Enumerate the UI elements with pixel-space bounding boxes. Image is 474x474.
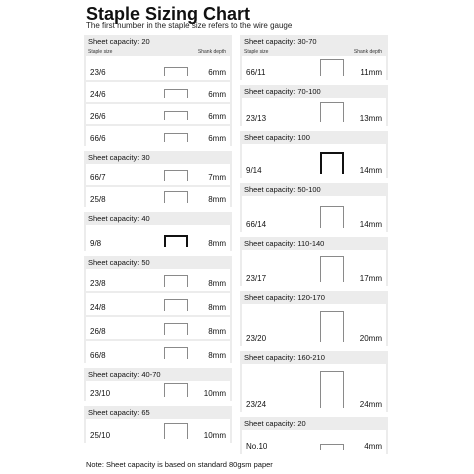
staple-row	[86, 293, 230, 315]
sheet-capacity-label: Sheet capacity: 50-100	[244, 185, 321, 194]
shank-depth: 8mm	[208, 327, 226, 336]
staple-icon	[164, 299, 188, 311]
sheet-capacity-label: Sheet capacity: 65	[88, 408, 150, 417]
page-title: Staple Sizing Chart	[86, 4, 251, 24]
shank-depth: 14mm	[359, 166, 382, 175]
shank-depth: 6mm	[208, 90, 226, 99]
staple-row	[242, 364, 386, 412]
staple-size: 23/24	[246, 400, 267, 409]
left-column	[84, 32, 232, 445]
capacity-group	[84, 365, 232, 401]
staple-size: 66/7	[90, 173, 106, 182]
staple-size: 9/8	[90, 239, 102, 248]
staple-icon	[164, 133, 188, 142]
shank-depth: 8mm	[208, 279, 226, 288]
staple-row	[86, 164, 230, 185]
staple-row	[86, 82, 230, 102]
staple-size: 24/8	[90, 303, 106, 312]
staple-row	[86, 104, 230, 124]
staple-size: 66/6	[90, 134, 106, 143]
staple-row	[242, 56, 386, 80]
staple-icon	[164, 111, 188, 120]
staple-size: 66/14	[246, 220, 267, 229]
staple-icon	[164, 323, 188, 335]
shank-depth: 14mm	[359, 220, 382, 229]
sheet-capacity-label: Sheet capacity: 110-140	[244, 239, 325, 248]
sheet-capacity-label: Sheet capacity: 30-70	[244, 37, 317, 46]
staple-icon	[320, 444, 344, 450]
staple-size: 23/20	[246, 334, 267, 343]
staple-row	[86, 381, 230, 401]
staple-row	[86, 419, 230, 443]
sheet-capacity-label: Sheet capacity: 20	[244, 419, 306, 428]
capacity-group	[240, 180, 388, 232]
capacity-group	[240, 128, 388, 178]
shank-depth: 17mm	[359, 274, 382, 283]
staple-row	[86, 56, 230, 80]
shank-depth: 20mm	[359, 334, 382, 343]
staple-size: 9/14	[246, 166, 262, 175]
staple-size: 24/6	[90, 90, 106, 99]
staple-size: 66/8	[90, 351, 106, 360]
staple-size: 66/11	[246, 68, 266, 77]
shank-depth: 4mm	[364, 442, 382, 451]
shank-depth: 6mm	[208, 68, 226, 77]
shank-depth: 8mm	[208, 195, 226, 204]
staple-size: 23/10	[90, 389, 111, 398]
capacity-group	[240, 288, 388, 346]
shank-depth: 10mm	[203, 431, 226, 440]
staple-icon	[164, 347, 188, 359]
footnote: Note: Sheet capacity is based on standard 80gsm paper	[86, 460, 273, 469]
staple-icon	[320, 152, 344, 174]
capacity-group	[240, 82, 388, 126]
staple-icon	[164, 67, 188, 76]
staple-icon	[164, 235, 188, 247]
sheet-capacity-label: Sheet capacity: 120-170	[244, 293, 325, 302]
capacity-group	[84, 209, 232, 251]
shank-depth: 24mm	[359, 400, 382, 409]
shank-depth: 7mm	[208, 173, 226, 182]
capacity-group	[84, 403, 232, 443]
staple-row	[242, 144, 386, 178]
page-subtitle: The first number in the staple size refers to the wire gauge	[86, 21, 293, 30]
shank-depth-header: Shank depth	[353, 49, 382, 55]
capacity-group	[84, 148, 232, 207]
shank-depth: 13mm	[359, 114, 382, 123]
staple-row	[86, 225, 230, 251]
staple-row	[242, 196, 386, 232]
column-subheader	[84, 48, 232, 56]
staple-icon	[320, 256, 344, 282]
staple-row	[86, 317, 230, 339]
staple-icon	[320, 59, 344, 76]
staple-icon	[164, 423, 188, 439]
staple-icon	[164, 191, 188, 203]
sheet-capacity-label: Sheet capacity: 50	[88, 258, 150, 267]
capacity-group	[240, 414, 388, 454]
staple-size: 23/8	[90, 279, 106, 288]
staple-size: 25/10	[90, 431, 111, 440]
staple-row	[242, 250, 386, 286]
staple-size-header: Staple size	[88, 49, 113, 55]
staple-icon	[320, 206, 344, 228]
staple-size: 25/8	[90, 195, 106, 204]
staple-size: 26/8	[90, 327, 106, 336]
sheet-capacity-label: Sheet capacity: 30	[88, 153, 150, 162]
capacity-group	[84, 32, 232, 146]
capacity-group	[84, 253, 232, 363]
staple-icon	[320, 311, 344, 342]
staple-icon	[164, 383, 188, 397]
column-subheader	[240, 48, 388, 56]
sheet-capacity-label: Sheet capacity: 40-70	[88, 370, 161, 379]
shank-depth: 11mm	[360, 68, 382, 77]
capacity-group	[240, 348, 388, 412]
staple-size: 23/17	[246, 274, 267, 283]
staple-size: 23/6	[90, 68, 106, 77]
staple-row	[242, 98, 386, 126]
staple-icon	[164, 275, 188, 287]
staple-icon	[320, 371, 344, 408]
staple-icon	[320, 102, 344, 122]
shank-depth-header: Shank depth	[197, 49, 226, 55]
staple-row	[86, 269, 230, 291]
staple-icon	[164, 89, 188, 98]
staple-row	[86, 341, 230, 363]
capacity-group	[240, 32, 388, 80]
sheet-capacity-label: Sheet capacity: 40	[88, 214, 150, 223]
shank-depth: 8mm	[208, 351, 226, 360]
shank-depth: 8mm	[208, 239, 226, 248]
shank-depth: 6mm	[208, 112, 226, 121]
right-column	[240, 32, 388, 456]
staple-row	[242, 304, 386, 346]
shank-depth: 6mm	[208, 134, 226, 143]
sheet-capacity-label: Sheet capacity: 160-210	[244, 353, 325, 362]
sheet-capacity-label: Sheet capacity: 100	[244, 133, 310, 142]
staple-row	[242, 430, 386, 454]
shank-depth: 10mm	[203, 389, 226, 398]
staple-row	[86, 187, 230, 207]
staple-row	[86, 126, 230, 146]
sheet-capacity-label: Sheet capacity: 70-100	[244, 87, 321, 96]
staple-size-header: Staple size	[244, 49, 269, 55]
capacity-group	[240, 234, 388, 286]
staple-size: No.10	[246, 442, 268, 451]
sheet-capacity-label: Sheet capacity: 20	[88, 37, 150, 46]
staple-icon	[164, 170, 188, 181]
staple-size: 23/13	[246, 114, 267, 123]
staple-size: 26/6	[90, 112, 106, 121]
shank-depth: 8mm	[208, 303, 226, 312]
